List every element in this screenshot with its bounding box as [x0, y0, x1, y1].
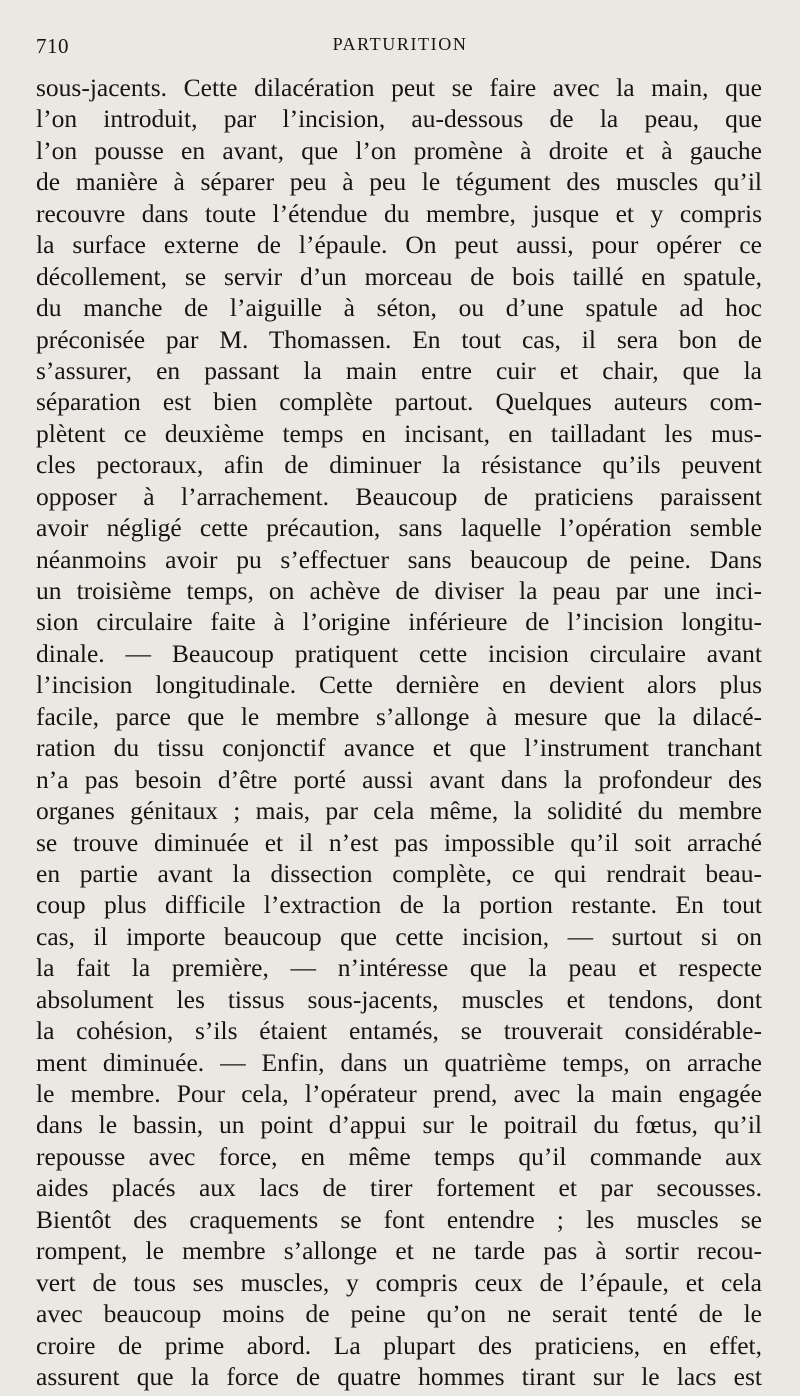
text-line: le membre. Pour cela, l’opérateur prend, avec la main engagée: [36, 1079, 762, 1108]
text-line: organes génitaux ; mais, par cela même, la solidité du membre: [36, 796, 762, 826]
text-line: sion circulaire faite à l’origine inférieure de l’incision longitu-: [36, 607, 762, 637]
text-line: plètent ce deuxième temps en incisant, en tailladant les mus-: [36, 418, 762, 448]
text-line: en partie avant la dissection complète, ce qui rendrait beau-: [36, 858, 762, 888]
text-line: de manière à séparer peu à peu le tégument des muscles qu’il: [36, 167, 762, 197]
text-line: croire de prime abord. La plupart des praticiens, en effet,: [36, 1330, 762, 1360]
text-line: facile, parce que le membre s’allonge à mesure que la dilacé-: [36, 701, 762, 731]
text-line: n’a pas besoin d’être porté aussi avant dans la profondeur des: [36, 764, 762, 794]
text-line: du manche de l’aiguille à séton, ou d’une spatule ad hoc: [36, 293, 762, 323]
text-line: l’incision longitudinale. Cette dernière en devient alors plus: [36, 670, 762, 700]
text-line: opposer à l’arrachement. Beaucoup de praticiens paraissent: [36, 481, 762, 511]
text-line: néanmoins avoir pu s’effectuer sans beaucoup de peine. Dans: [36, 544, 762, 574]
text-line: la surface externe de l’épaule. On peut aussi, pour opérer ce: [36, 230, 762, 260]
page-header: [36, 30, 764, 60]
text-line: se trouve diminuée et il n’est pas impossible qu’il soit arraché: [36, 827, 762, 857]
text-line: dinale. — Beaucoup pratiquent cette incision circulaire avant: [36, 638, 762, 668]
text-line: la fait la première, — n’intéresse que la peau et respecte: [36, 953, 762, 983]
text-line: sous-jacents. Cette dilacération peut se faire avec la main, que: [36, 73, 762, 102]
text-line: ment diminuée. — Enfin, dans un quatrième temps, on arrache: [36, 1047, 762, 1077]
text-line: cas, il importe beaucoup que cette incision, — surtout si on: [36, 921, 762, 951]
text-line: la cohésion, s’ils étaient entamés, se trouverait considérable-: [36, 1016, 762, 1046]
text-line: s’assurer, en passant la main entre cuir et chair, que la: [36, 355, 762, 385]
text-line: séparation est bien complète partout. Quelques auteurs com-: [36, 387, 762, 417]
text-line: l’on pousse en avant, que l’on promène à droite et à gauche: [36, 135, 762, 165]
text-line: vert de tous ses muscles, y compris ceux de l’épaule, et cela: [36, 1267, 762, 1297]
text-line: recouvre dans toute l’étendue du membre, jusque et y compris: [36, 198, 762, 228]
text-line: décollement, se servir d’un morceau de bois taillé en spatule,: [36, 261, 762, 291]
page-number: 710: [36, 34, 69, 58]
running-title: PARTURITION: [332, 34, 468, 54]
text-line: coup plus difficile l’extraction de la portion restante. En tout: [36, 890, 762, 920]
text-line: un troisième temps, on achève de diviser la peau par une inci-: [36, 576, 762, 605]
text-line: avoir négligé cette précaution, sans laquelle l’opération semble: [36, 513, 762, 543]
text-line: rompent, le membre s’allonge et ne tarde pas à sortir recou-: [36, 1236, 762, 1266]
text-line: préconisée par M. Thomassen. En tout cas, il sera bon de: [36, 324, 762, 354]
text-line: cles pectoraux, afin de diminuer la résistance qu’ils peuvent: [36, 450, 762, 480]
text-line: repousse avec force, en même temps qu’il commande aux: [36, 1141, 762, 1171]
text-line: Bientôt des craquements se font entendre ; les muscles se: [36, 1204, 762, 1234]
text-line: avec beaucoup moins de peine qu’on ne serait tenté de le: [36, 1299, 762, 1329]
text-line: l’on introduit, par l’incision, au-dessous de la peau, que: [36, 104, 762, 134]
text-line: absolument les tissus sous-jacents, muscles et tendons, dont: [36, 984, 762, 1014]
text-line: aides placés aux lacs de tirer fortement et par secousses.: [36, 1173, 762, 1203]
text-line: dans le bassin, un point d’appui sur le poitrail du fœtus, qu’il: [36, 1110, 762, 1140]
text-line: assurent que la force de quatre hommes tirant sur le lacs est: [36, 1361, 762, 1391]
text-line: ration du tissu conjonctif avance et que l’instrument tranchant: [36, 733, 762, 763]
body-text: [36, 72, 762, 1392]
